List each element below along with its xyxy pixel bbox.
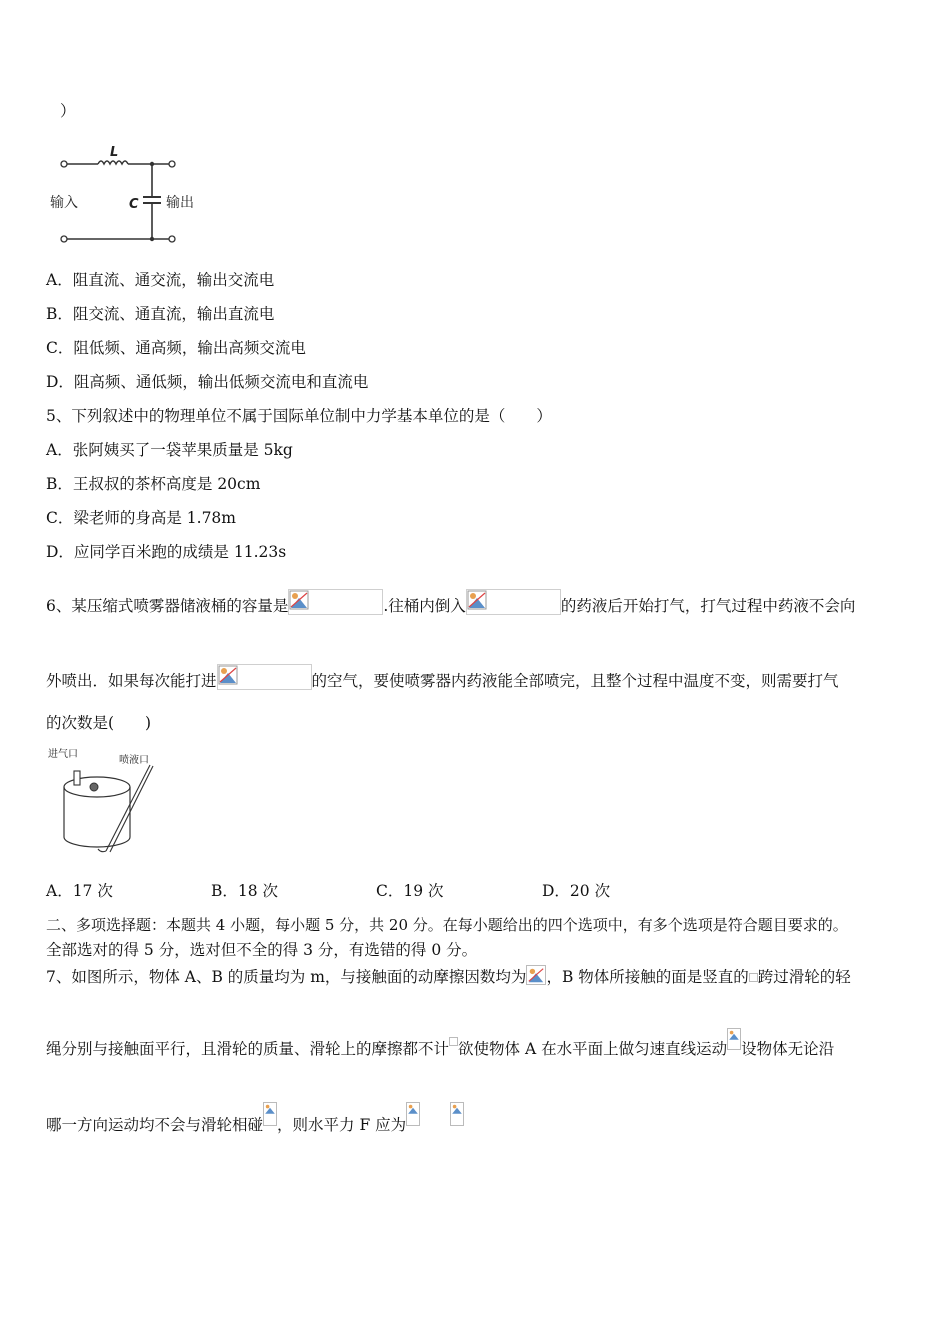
- sprayer-diagram: [46, 745, 166, 857]
- q6-text-1a: 6、某压缩式喷雾器储液桶的容量是: [46, 597, 289, 615]
- q4-option-b: B．阻交流、通直流，输出直流电: [46, 305, 275, 323]
- broken-image-icon: [527, 966, 545, 984]
- input-label: 输入: [50, 195, 78, 211]
- q7-text-1a: 7、如图所示，物体 A、B 的质量均为 m，与接触面的动摩擦因数均为: [46, 968, 527, 986]
- q6-text-1c: 的药液后开始打气，打气过程中药液不会向: [560, 597, 856, 615]
- q5-option-a: A．张阿姨买了一袋苹果质量是 5kg: [46, 441, 293, 459]
- output-label: 输出: [166, 195, 194, 211]
- formula-image-placeholder: [406, 1102, 420, 1126]
- q7-text-1b: ，B 物体所接触的面是竖直的: [546, 968, 749, 986]
- formula-image-placeholder: [449, 1037, 458, 1046]
- q4-option-a: A．阻直流、通交流，输出交流电: [46, 271, 275, 289]
- broken-image-icon: [467, 590, 487, 610]
- q7-text-3a: 哪一方向运动均不会与滑轮相碰: [46, 1116, 264, 1134]
- formula-image-placeholder: [263, 1102, 277, 1126]
- q6-text-1b: .往桶内倒入: [383, 597, 466, 615]
- q7-text-3b: ，则水平力 F 应为: [277, 1116, 407, 1134]
- q7-line-3: [46, 1102, 464, 1135]
- formula-image-placeholder: [727, 1028, 741, 1050]
- q5-option-d: D．应同学百米跑的成绩是 11.23s: [46, 543, 287, 561]
- q6-line-1: [46, 589, 855, 616]
- q5-option-c: C．梁老师的身高是 1.78m: [46, 509, 236, 527]
- broken-image-icon: [289, 590, 309, 610]
- q7-text-2a: 绳分别与接触面平行，且滑轮的质量、滑轮上的摩擦都不计: [46, 1040, 450, 1058]
- broken-image-icon: [451, 1103, 463, 1115]
- broken-image-icon: [264, 1103, 276, 1115]
- formula-image-placeholder: [526, 965, 546, 985]
- q7-line-2: [46, 1028, 834, 1059]
- formula-image-placeholder: [466, 589, 561, 615]
- q7-text-1c: 跨过滑轮的轻: [757, 968, 851, 986]
- lc-circuit-diagram: [46, 140, 206, 250]
- q6-option-a: A．17 次: [46, 882, 113, 900]
- broken-image-icon: [218, 665, 238, 685]
- q5-option-b: B．王叔叔的茶杯高度是 20cm: [46, 475, 261, 493]
- q7-text-2c: 设物体无论沿: [741, 1040, 835, 1058]
- inductor-label: L: [110, 145, 119, 160]
- q6-text-2a: 外喷出．如果每次能打进: [46, 672, 217, 690]
- q4-option-d: D．阻高频、通低频，输出低频交流电和直流电: [46, 373, 369, 391]
- capacitor-label: C: [129, 197, 139, 212]
- formula-image-placeholder: [217, 664, 312, 690]
- formula-image-placeholder: [450, 1102, 464, 1126]
- q6-option-d: D．20 次: [542, 882, 611, 900]
- prev-question-paren: ）: [60, 102, 76, 120]
- q6-text-2b: 的空气，要使喷雾器内药液能全部喷完，且整个过程中温度不变，则需要打气: [311, 672, 839, 690]
- q6-option-b: B．18 次: [211, 882, 279, 900]
- formula-image-placeholder: [749, 973, 758, 982]
- q6-line-3: 的次数是( ): [46, 714, 152, 732]
- q6-line-2: [46, 664, 839, 691]
- broken-image-icon: [407, 1103, 419, 1115]
- outlet-label: 喷液口: [119, 755, 149, 766]
- q6-option-c: C．19 次: [376, 882, 444, 900]
- inlet-label: 进气口: [48, 749, 78, 760]
- q7-text-2b: 欲使物体 A 在水平面上做匀速直线运动: [458, 1040, 728, 1058]
- q5-stem: 5、下列叙述中的物理单位不属于国际单位制中力学基本单位的是（ ）: [46, 407, 552, 425]
- formula-image-placeholder: [288, 589, 383, 615]
- section2-line-2: 全部选对的得 5 分，选对但不全的得 3 分，有选错的得 0 分。: [46, 941, 478, 959]
- section2-line-1: 二、多项选择题：本题共 4 小题，每小题 5 分，共 20 分。在每小题给出的四个选项中，有多个选项是符合题目要求的。: [46, 916, 848, 934]
- broken-image-icon: [728, 1029, 740, 1041]
- q7-line-1: [46, 965, 851, 987]
- q4-option-c: C．阻低频、通高频，输出高频交流电: [46, 339, 306, 357]
